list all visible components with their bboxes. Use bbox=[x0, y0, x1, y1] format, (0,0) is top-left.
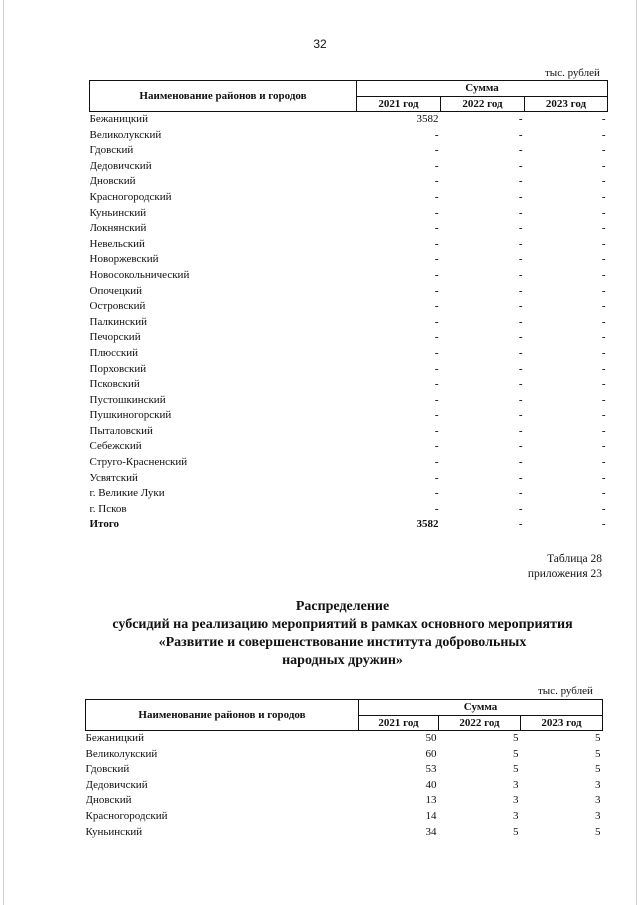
table-caption bbox=[528, 552, 602, 582]
amount-cell: 40 bbox=[425, 778, 437, 791]
amount-cell: - bbox=[601, 393, 606, 406]
amount-cell: - bbox=[601, 362, 606, 375]
amount-cell: - bbox=[434, 144, 439, 157]
heading-line: «Развитие и совершенствование института добровольных bbox=[158, 635, 527, 650]
district-name: Пушкиногорский bbox=[89, 409, 172, 422]
amount-cell: 3 bbox=[595, 794, 601, 807]
district-name: Новосокольнический bbox=[89, 268, 190, 281]
district-name: Палкинский bbox=[89, 315, 148, 328]
table-row bbox=[86, 778, 603, 794]
amount-cell: - bbox=[518, 190, 523, 203]
amount-cell: - bbox=[434, 378, 439, 391]
district-name: Порховский bbox=[89, 362, 147, 375]
district-name: г. Великие Луки bbox=[89, 487, 165, 500]
page-edge-right bbox=[636, 0, 637, 905]
amount-cell: - bbox=[518, 331, 523, 344]
amount-cell: - bbox=[518, 268, 523, 281]
amount-cell: - bbox=[518, 487, 523, 500]
amount-cell: - bbox=[518, 222, 523, 235]
amount-cell: - bbox=[518, 518, 523, 531]
amount-cell: - bbox=[601, 237, 606, 250]
amount-cell: - bbox=[518, 346, 523, 359]
table2-header-year: 2023 год bbox=[521, 715, 603, 731]
amount-cell: - bbox=[601, 222, 606, 235]
table2-header-name: Наименование районов и городов bbox=[86, 700, 359, 731]
district-name: Струго-Красненский bbox=[89, 456, 188, 469]
amount-cell: - bbox=[601, 440, 606, 453]
district-name: Пустошкинский bbox=[89, 393, 166, 406]
amount-cell: 3 bbox=[513, 809, 519, 822]
amount-cell: - bbox=[434, 284, 439, 297]
table-row bbox=[90, 252, 608, 268]
amount-cell: - bbox=[601, 113, 606, 125]
amount-cell: - bbox=[518, 393, 523, 406]
amount-cell: 3 bbox=[595, 778, 601, 791]
amount-cell: - bbox=[518, 471, 523, 484]
table1-unit: тыс. рублей bbox=[545, 67, 600, 79]
table1-body bbox=[90, 112, 608, 534]
district-name: Печорский bbox=[89, 331, 141, 344]
amount-cell: - bbox=[434, 502, 439, 515]
table1-header-year: 2023 год bbox=[525, 96, 608, 112]
table-row bbox=[90, 190, 608, 206]
table-row bbox=[90, 439, 608, 455]
amount-cell: 5 bbox=[595, 763, 601, 776]
amount-cell: 3582 bbox=[416, 113, 439, 125]
amount-cell: - bbox=[601, 378, 606, 391]
amount-cell: - bbox=[434, 315, 439, 328]
table-row bbox=[90, 377, 608, 393]
district-name: Дновский bbox=[89, 175, 136, 188]
amount-cell: 3 bbox=[513, 778, 519, 791]
amount-cell: - bbox=[601, 253, 606, 266]
total-label: Итого bbox=[89, 518, 120, 531]
table-row bbox=[90, 455, 608, 471]
amount-cell: 5 bbox=[595, 825, 601, 838]
amount-cell: - bbox=[601, 175, 606, 188]
table-row bbox=[90, 237, 608, 253]
district-name: г. Псков bbox=[89, 502, 127, 515]
amount-cell: 53 bbox=[425, 763, 437, 776]
table-number: Таблица 28 bbox=[547, 553, 602, 565]
amount-cell: - bbox=[601, 206, 606, 219]
district-name: Куньинский bbox=[89, 206, 147, 219]
amount-cell: - bbox=[601, 456, 606, 469]
table-row bbox=[86, 809, 603, 825]
amount-cell: - bbox=[434, 362, 439, 375]
table-row bbox=[90, 330, 608, 346]
amount-cell: - bbox=[601, 409, 606, 422]
appendix-ref: приложения 23 bbox=[527, 568, 602, 580]
amount-cell: - bbox=[434, 159, 439, 172]
district-name: Дновский bbox=[85, 794, 132, 807]
amount-cell: - bbox=[434, 268, 439, 281]
amount-cell: - bbox=[518, 300, 523, 313]
district-name: Гдовский bbox=[89, 144, 134, 157]
district-name: Локнянский bbox=[89, 222, 147, 235]
amount-cell: - bbox=[601, 284, 606, 297]
total-row bbox=[90, 517, 608, 533]
amount-cell: - bbox=[601, 144, 606, 157]
district-name: Островский bbox=[89, 300, 146, 313]
amount-cell: 3 bbox=[513, 794, 519, 807]
amount-cell: - bbox=[434, 253, 439, 266]
table2 bbox=[85, 699, 603, 840]
table1-header-name: Наименование районов и городов bbox=[90, 81, 357, 112]
table-row bbox=[90, 502, 608, 518]
amount-cell: - bbox=[601, 471, 606, 484]
table-row bbox=[90, 284, 608, 300]
heading-line: Распределение bbox=[295, 599, 390, 614]
table-row bbox=[90, 424, 608, 440]
amount-cell: - bbox=[518, 206, 523, 219]
amount-cell: - bbox=[601, 268, 606, 281]
amount-cell: - bbox=[518, 440, 523, 453]
table2-header-year: 2022 год bbox=[439, 715, 521, 731]
amount-cell: 5 bbox=[513, 825, 519, 838]
district-name: Опочецкий bbox=[89, 284, 142, 297]
amount-cell: 60 bbox=[425, 747, 437, 760]
amount-cell: - bbox=[518, 237, 523, 250]
amount-cell: - bbox=[434, 393, 439, 406]
amount-cell: 5 bbox=[513, 732, 519, 744]
amount-cell: - bbox=[434, 206, 439, 219]
amount-cell: - bbox=[601, 487, 606, 500]
table-row bbox=[90, 206, 608, 222]
table2-header-sum: Сумма bbox=[359, 700, 603, 716]
table-row bbox=[90, 128, 608, 144]
amount-cell: - bbox=[601, 300, 606, 313]
amount-cell: - bbox=[601, 315, 606, 328]
district-name: Пыталовский bbox=[89, 424, 153, 437]
amount-cell: 3582 bbox=[416, 518, 439, 531]
district-name: Плюсский bbox=[89, 346, 139, 359]
amount-cell: - bbox=[518, 502, 523, 515]
amount-cell: - bbox=[518, 378, 523, 391]
district-name: Псковский bbox=[89, 378, 140, 391]
amount-cell: - bbox=[518, 253, 523, 266]
district-name: Красногородский bbox=[85, 809, 168, 822]
amount-cell: 5 bbox=[595, 732, 601, 744]
table-row bbox=[90, 362, 608, 378]
amount-cell: - bbox=[434, 190, 439, 203]
table-row bbox=[90, 143, 608, 159]
district-name: Себежский bbox=[89, 440, 142, 453]
table1-header-sum: Сумма bbox=[357, 81, 608, 97]
table-row bbox=[86, 762, 603, 778]
amount-cell: - bbox=[434, 175, 439, 188]
heading-line: народных дружин» bbox=[282, 653, 403, 668]
table-row bbox=[90, 346, 608, 362]
table1 bbox=[89, 80, 608, 533]
amount-cell: - bbox=[434, 487, 439, 500]
table-row bbox=[86, 793, 603, 809]
table-row bbox=[90, 221, 608, 237]
amount-cell: - bbox=[601, 331, 606, 344]
amount-cell: - bbox=[518, 456, 523, 469]
table-row bbox=[86, 747, 603, 763]
table-row bbox=[90, 268, 608, 284]
district-name: Гдовский bbox=[85, 763, 130, 776]
table-row bbox=[90, 299, 608, 315]
amount-cell: - bbox=[601, 502, 606, 515]
amount-cell: - bbox=[601, 346, 606, 359]
district-name: Невельский bbox=[89, 237, 145, 250]
amount-cell: - bbox=[434, 300, 439, 313]
amount-cell: - bbox=[434, 456, 439, 469]
district-name: Бежаницкий bbox=[89, 113, 148, 125]
amount-cell: - bbox=[518, 284, 523, 297]
district-name: Дедовичский bbox=[85, 778, 148, 791]
amount-cell: - bbox=[434, 222, 439, 235]
page-number: 32 bbox=[313, 37, 327, 51]
table-row bbox=[90, 471, 608, 487]
table-row bbox=[90, 393, 608, 409]
district-name: Великолукский bbox=[85, 747, 158, 760]
amount-cell: - bbox=[518, 128, 523, 141]
section-heading bbox=[80, 598, 605, 670]
amount-cell: 34 bbox=[425, 825, 437, 838]
page-edge-left bbox=[3, 0, 4, 905]
amount-cell: - bbox=[434, 346, 439, 359]
heading-line: субсидий на реализацию мероприятий в рамках основного мероприятия bbox=[112, 617, 573, 632]
district-name: Усвятский bbox=[89, 471, 138, 484]
amount-cell: 5 bbox=[513, 747, 519, 760]
amount-cell: - bbox=[601, 518, 606, 531]
amount-cell: - bbox=[434, 471, 439, 484]
amount-cell: - bbox=[434, 409, 439, 422]
table1-header-year: 2021 год bbox=[357, 96, 441, 112]
amount-cell: - bbox=[434, 331, 439, 344]
amount-cell: 14 bbox=[425, 809, 437, 822]
table2-unit: тыс. рублей bbox=[538, 685, 593, 697]
amount-cell: - bbox=[601, 159, 606, 172]
amount-cell: - bbox=[518, 409, 523, 422]
table1-header-year: 2022 год bbox=[441, 96, 525, 112]
amount-cell: - bbox=[601, 190, 606, 203]
amount-cell: 13 bbox=[425, 794, 437, 807]
amount-cell: 5 bbox=[513, 763, 519, 776]
district-name: Куньинский bbox=[85, 825, 143, 838]
district-name: Красногородский bbox=[89, 190, 172, 203]
table-row bbox=[86, 825, 603, 841]
amount-cell: - bbox=[601, 424, 606, 437]
district-name: Бежаницкий bbox=[85, 732, 144, 744]
amount-cell: - bbox=[601, 128, 606, 141]
table-row bbox=[90, 112, 608, 128]
table-row bbox=[90, 174, 608, 190]
amount-cell: - bbox=[518, 159, 523, 172]
table-row bbox=[90, 486, 608, 502]
amount-cell: - bbox=[434, 440, 439, 453]
amount-cell: - bbox=[518, 113, 523, 125]
district-name: Великолукский bbox=[89, 128, 162, 141]
amount-cell: 5 bbox=[595, 747, 601, 760]
amount-cell: - bbox=[518, 424, 523, 437]
table2-body bbox=[86, 731, 603, 841]
amount-cell: - bbox=[518, 362, 523, 375]
amount-cell: 3 bbox=[595, 809, 601, 822]
district-name: Дедовичский bbox=[89, 159, 152, 172]
table-row bbox=[86, 731, 603, 747]
amount-cell: - bbox=[518, 144, 523, 157]
amount-cell: - bbox=[518, 175, 523, 188]
amount-cell: - bbox=[518, 315, 523, 328]
table-row bbox=[90, 315, 608, 331]
amount-cell: - bbox=[434, 128, 439, 141]
table-row bbox=[90, 159, 608, 175]
amount-cell: - bbox=[434, 424, 439, 437]
table-row bbox=[90, 408, 608, 424]
table2-header-year: 2021 год bbox=[359, 715, 439, 731]
district-name: Новоржевский bbox=[89, 253, 159, 266]
amount-cell: 50 bbox=[425, 732, 437, 744]
amount-cell: - bbox=[434, 237, 439, 250]
